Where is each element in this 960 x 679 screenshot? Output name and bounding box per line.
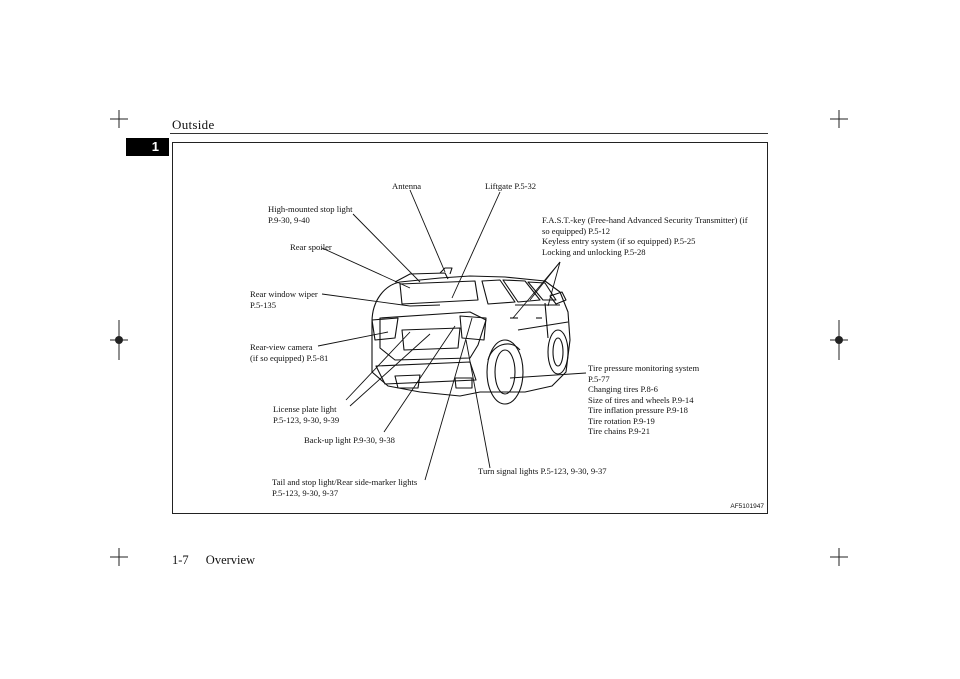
page-number: 1-7 [172, 553, 189, 567]
label-tires: Tire pressure monitoring system P.5-77 Changing tires P.8-6 Size of tires and wheels P.9-14 Tire inflation pressure P.9-18 Tire rotation P.9-19 Tire chains P.9-21 [588, 363, 700, 436]
label-tail-stop-light: Tail and stop light/Rear side-marker lights P.5-123, 9-30, 9-37 [272, 477, 418, 498]
figure-code: AF5101947 [730, 503, 764, 510]
label-rear-view-camera: Rear-view camera (if so equipped) P.5-81 [250, 342, 329, 363]
chapter-title: Overview [205, 553, 256, 567]
label-antenna: Antenna [392, 181, 422, 191]
label-back-up-light: Back-up light P.9-30, 9-38 [304, 435, 395, 445]
label-license-plate-light: License plate light P.5-123, 9-30, 9-39 [273, 404, 340, 425]
label-high-mounted-stop-light: High-mounted stop light P.9-30, 9-40 [268, 204, 353, 225]
label-rear-spoiler: Rear spoiler [290, 242, 332, 252]
chapter-tab: 1 [126, 138, 169, 156]
label-turn-signal: Turn signal lights P.5-123, 9-30, 9-37 [478, 466, 607, 476]
label-rear-window-wiper: Rear window wiper P.5-135 [250, 289, 318, 310]
label-fast-key: F.A.S.T.-key (Free-hand Advanced Security Transmitter) (if so equipped) P.5-12 Keyless entry system (if so equipped) P.5-25 Locking and unlocking P.5-28 [542, 215, 748, 257]
page-footer [172, 553, 269, 568]
label-liftgate: Liftgate P.5-32 [485, 181, 537, 191]
section-title: Outside [172, 117, 215, 132]
